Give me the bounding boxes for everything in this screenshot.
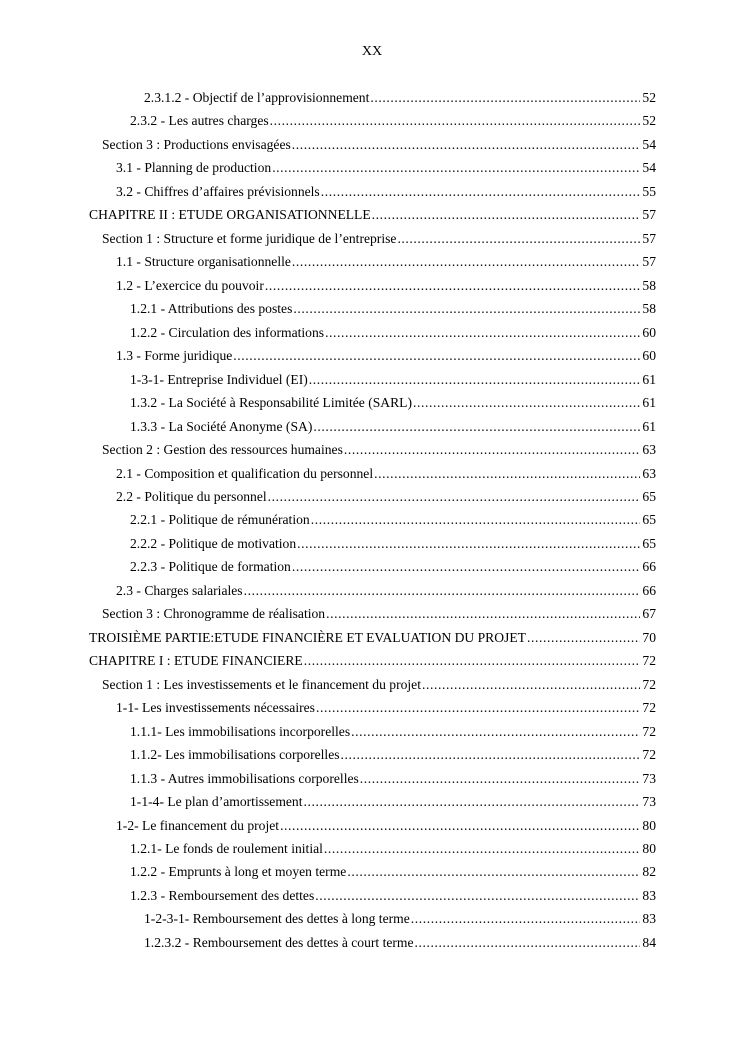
toc-entry[interactable] xyxy=(0,297,744,320)
dot-leader xyxy=(292,133,641,156)
toc-entry-page-number: 57 xyxy=(642,230,656,246)
toc-entry-title: 1.2.1- Le fonds de roulement initial xyxy=(130,841,323,856)
toc-entry-line xyxy=(130,508,656,531)
dot-leader xyxy=(347,860,640,883)
toc-entry-page-number: 73 xyxy=(642,770,656,786)
toc-entry-page-number: 84 xyxy=(642,934,656,950)
toc-entry-line xyxy=(130,790,656,813)
toc-entry[interactable] xyxy=(0,837,744,860)
toc-entry-title: CHAPITRE II : ETUDE ORGANISATIONNELLE xyxy=(89,207,371,223)
toc-entry[interactable] xyxy=(0,250,744,273)
toc-entry-page-number: 52 xyxy=(642,90,656,105)
toc-entry[interactable] xyxy=(0,368,744,391)
toc-entry-line xyxy=(89,649,656,672)
toc-entry[interactable] xyxy=(0,931,744,954)
toc-entry-line xyxy=(116,274,656,297)
toc-entry-page-number: 66 xyxy=(642,582,656,598)
toc-entry[interactable] xyxy=(0,720,744,743)
toc-entry-page-number: 58 xyxy=(642,277,656,293)
toc-entry[interactable] xyxy=(0,485,744,508)
toc-entry-page-number: 80 xyxy=(642,841,656,856)
dot-leader xyxy=(397,227,640,250)
toc-entry-line xyxy=(130,415,656,438)
toc-entry-line xyxy=(102,227,656,250)
toc-entry[interactable] xyxy=(0,579,744,602)
toc-entry-line xyxy=(116,579,656,602)
toc-entry[interactable] xyxy=(0,767,744,790)
toc-entry-page-number: 72 xyxy=(642,676,656,692)
toc-entry-line xyxy=(144,86,656,109)
toc-entry-page-number: 60 xyxy=(642,324,656,340)
toc-entry-line xyxy=(130,391,656,414)
toc-entry-title: 1.1 - Structure organisationnelle xyxy=(116,254,291,270)
toc-entry-title: 1.2.3.2 - Remboursement des dettes à court terme xyxy=(144,934,414,950)
toc-entry-title: 1.2.2 - Emprunts à long et moyen terme xyxy=(130,864,347,880)
toc-entry-page-number: 65 xyxy=(642,512,656,528)
toc-entry-title: 2.2 - Politique du personnel xyxy=(116,488,267,504)
toc-entry-title: Section 1 : Structure et forme juridique de l’entreprise xyxy=(102,230,397,246)
toc-entry[interactable] xyxy=(0,227,744,250)
dot-leader xyxy=(374,462,640,485)
dot-leader xyxy=(272,156,640,179)
toc-entry[interactable] xyxy=(0,555,744,578)
toc-entry-page-number: 66 xyxy=(642,559,656,575)
toc-entry[interactable] xyxy=(0,462,744,485)
toc-entry-title: CHAPITRE I : ETUDE FINANCIERE xyxy=(89,653,303,669)
toc-entry-title: 2.2.1 - Politique de rémunération xyxy=(130,512,310,528)
toc-entry-title: 1.2 - L’exercice du pouvoir xyxy=(116,277,264,293)
toc-entry[interactable] xyxy=(0,156,744,179)
toc-entry-page-number: 83 xyxy=(642,887,656,903)
dot-leader xyxy=(265,274,641,297)
toc-entry-line xyxy=(144,931,656,954)
toc-entry-title: TROISIÈME PARTIE:ETUDE FINANCIÈRE ET EVALUATION DU PROJET xyxy=(89,629,526,645)
toc-entry-page-number: 60 xyxy=(642,348,656,364)
toc-entry-title: 3.1 - Planning de production xyxy=(116,160,272,176)
dot-leader xyxy=(309,368,641,391)
toc-entry-page-number: 61 xyxy=(642,371,656,387)
toc-entry[interactable] xyxy=(0,180,744,203)
toc-entry-title: 1-3-1- Entreprise Individuel (EI) xyxy=(130,371,308,387)
toc-entry[interactable] xyxy=(0,532,744,555)
toc-entry-page-number: 57 xyxy=(642,254,656,270)
dot-leader xyxy=(270,109,641,132)
toc-entry-title: 2.3.2 - Les autres charges xyxy=(130,113,269,129)
toc-entry[interactable] xyxy=(0,109,744,132)
toc-entry[interactable] xyxy=(0,673,744,696)
toc-entry-line xyxy=(102,673,656,696)
dot-leader xyxy=(341,743,641,766)
toc-entry-line xyxy=(116,250,656,273)
toc-entry-line xyxy=(130,109,656,132)
toc-entry-title: 1-1- Les investissements nécessaires xyxy=(116,700,315,716)
toc-entry-line xyxy=(130,837,656,860)
dot-leader xyxy=(268,485,641,508)
toc-entry[interactable] xyxy=(0,344,744,367)
toc-entry[interactable] xyxy=(0,602,744,625)
toc-entry-title: 1.3 - Forme juridique xyxy=(116,348,233,364)
toc-entry-page-number: 63 xyxy=(642,442,656,458)
toc-entry[interactable] xyxy=(0,133,744,156)
toc-entry-title: 1.3.2 - La Société à Responsabilité Limitée (SARL) xyxy=(130,395,413,411)
dot-leader xyxy=(324,837,640,860)
toc-entry-page-number: 82 xyxy=(642,864,656,880)
dot-leader xyxy=(370,86,640,109)
toc-entry[interactable] xyxy=(0,696,744,719)
toc-entry-title: Section 3 : Chronogramme de réalisation xyxy=(102,606,326,622)
dot-leader xyxy=(292,250,640,273)
toc-entry-page-number: 83 xyxy=(642,911,656,927)
toc-entry-line xyxy=(130,555,656,578)
toc-entry-line xyxy=(130,767,656,790)
toc-entry-line xyxy=(116,814,656,837)
dot-leader xyxy=(351,720,640,743)
toc-entry-title: 3.2 - Chiffres d’affaires prévisionnels xyxy=(116,183,320,199)
dot-leader xyxy=(311,508,641,531)
toc-entry-page-number: 67 xyxy=(642,606,656,622)
toc-entry-page-number: 72 xyxy=(642,723,656,739)
toc-entry-line xyxy=(130,532,656,555)
toc-entry[interactable] xyxy=(0,415,744,438)
toc-entry-line xyxy=(102,133,656,156)
dot-leader xyxy=(415,931,641,954)
toc-entry[interactable] xyxy=(0,391,744,414)
toc-entry-page-number: 72 xyxy=(642,700,656,716)
toc-entry-page-number: 61 xyxy=(642,395,656,411)
toc-entry-line xyxy=(130,743,656,766)
toc-entry-page-number: 54 xyxy=(642,160,656,176)
toc-entry-line xyxy=(89,203,656,226)
toc-entry-page-number: 72 xyxy=(642,653,656,669)
toc-entry-page-number: 73 xyxy=(642,794,656,810)
toc-entry-page-number: 54 xyxy=(642,136,656,152)
toc-entry-title: 2.3.1.2 - Objectif de l’approvisionnement xyxy=(144,90,370,105)
toc-entry-line xyxy=(116,156,656,179)
toc-entry-page-number: 65 xyxy=(642,535,656,551)
page-number: XX xyxy=(361,44,383,59)
toc-entry-title: 1.2.1 - Attributions des postes xyxy=(130,301,293,317)
toc-entry-title: 2.1 - Composition et qualification du personnel xyxy=(116,465,374,481)
toc-entry-line xyxy=(130,884,656,907)
toc-entry-line xyxy=(89,626,656,649)
toc-entry-title: 1.1.2- Les immobilisations corporelles xyxy=(130,747,340,763)
dot-leader xyxy=(413,391,640,414)
toc-entry[interactable] xyxy=(0,508,744,531)
toc-entry-line xyxy=(130,321,656,344)
dot-leader xyxy=(321,180,641,203)
toc-entry-page-number: 72 xyxy=(642,747,656,763)
dot-leader xyxy=(411,907,641,930)
toc-entry-page-number: 80 xyxy=(642,817,656,833)
toc-entry-line xyxy=(130,368,656,391)
toc-entry[interactable] xyxy=(0,884,744,907)
dot-leader xyxy=(244,579,641,602)
toc-entry-title: 1-2-3-1- Remboursement des dettes à long terme xyxy=(144,911,410,927)
dot-leader xyxy=(304,649,641,672)
toc-entry-line xyxy=(102,602,656,625)
toc-entry-page-number: 61 xyxy=(642,418,656,434)
toc-entry-line xyxy=(116,180,656,203)
toc-entry-line xyxy=(116,462,656,485)
toc-entry-line xyxy=(130,720,656,743)
toc-entry-title: 1.1.1- Les immobilisations incorporelles xyxy=(130,723,351,739)
toc-entry-line xyxy=(116,696,656,719)
toc-entry[interactable] xyxy=(0,790,744,813)
dot-leader xyxy=(344,438,641,461)
toc-entry-title: Section 3 : Productions envisagées xyxy=(102,136,291,152)
toc-entry-title: 2.2.2 - Politique de motivation xyxy=(130,535,297,551)
dot-leader xyxy=(315,884,640,907)
dot-leader xyxy=(297,532,640,555)
toc-entry[interactable] xyxy=(0,203,744,226)
toc-entry-page-number: 55 xyxy=(642,183,656,199)
toc-entry-title: 1.3.3 - La Société Anonyme (SA) xyxy=(130,418,313,434)
toc-entry-page-number: 70 xyxy=(642,629,656,645)
toc-entry[interactable] xyxy=(0,438,744,461)
table-of-contents xyxy=(0,86,744,954)
toc-entry-title: 2.2.3 - Politique de formation xyxy=(130,559,291,575)
dot-leader xyxy=(233,344,640,367)
dot-leader xyxy=(325,321,640,344)
dot-leader xyxy=(316,696,640,719)
dot-leader xyxy=(326,602,640,625)
toc-entry-title: 1-1-4- Le plan d’amortissement xyxy=(130,794,303,810)
dot-leader xyxy=(292,555,641,578)
toc-entry-line xyxy=(144,907,656,930)
dot-leader xyxy=(280,814,640,837)
dot-leader xyxy=(372,203,641,226)
toc-entry[interactable] xyxy=(0,626,744,649)
toc-entry[interactable] xyxy=(0,907,744,930)
toc-entry-title: 2.3 - Charges salariales xyxy=(116,582,243,598)
toc-entry-page-number: 65 xyxy=(642,488,656,504)
dot-leader xyxy=(313,415,640,438)
toc-entry-line xyxy=(130,297,656,320)
toc-entry-line xyxy=(102,438,656,461)
toc-entry-page-number: 58 xyxy=(642,301,656,317)
toc-entry[interactable] xyxy=(0,274,744,297)
toc-entry[interactable] xyxy=(0,321,744,344)
toc-entry-line xyxy=(130,860,656,883)
dot-leader xyxy=(422,673,640,696)
toc-entry-title: Section 1 : Les investissements et le financement du projet xyxy=(102,676,421,692)
toc-entry[interactable] xyxy=(0,86,744,109)
toc-entry-page-number: 52 xyxy=(642,113,656,129)
toc-entry-page-number: 63 xyxy=(642,465,656,481)
toc-entry[interactable] xyxy=(0,860,744,883)
toc-entry-line xyxy=(116,344,656,367)
toc-entry-title: 1.2.2 - Circulation des informations xyxy=(130,324,325,340)
dot-leader xyxy=(360,767,641,790)
toc-entry[interactable] xyxy=(0,814,744,837)
toc-entry-title: 1-2- Le financement du projet xyxy=(116,817,280,833)
dot-leader xyxy=(527,626,640,649)
toc-entry[interactable] xyxy=(0,649,744,672)
toc-entry[interactable] xyxy=(0,743,744,766)
dot-leader xyxy=(293,297,640,320)
dot-leader xyxy=(304,790,641,813)
toc-entry-title: 1.2.3 - Remboursement des dettes xyxy=(130,887,315,903)
toc-entry-line xyxy=(116,485,656,508)
toc-entry-title: Section 2 : Gestion des ressources humaines xyxy=(102,442,343,458)
toc-entry-page-number: 57 xyxy=(642,207,656,223)
toc-entry-title: 1.1.3 - Autres immobilisations corporelles xyxy=(130,770,359,786)
